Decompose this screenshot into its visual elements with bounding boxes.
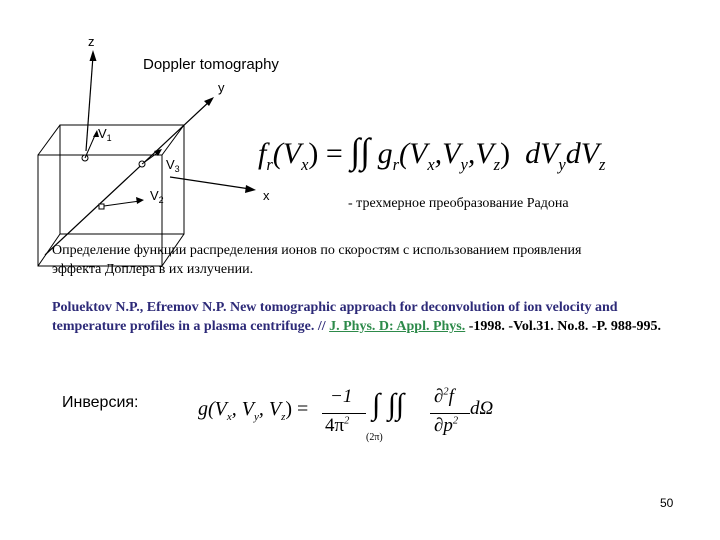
- inversion-region: (2π): [366, 432, 383, 443]
- partial-denominator: $\partial p^2$: [434, 415, 459, 436]
- inversion-label: Инверсия:: [62, 394, 139, 411]
- inversion-domega: dΩ: [470, 398, 494, 419]
- x-axis-line: [170, 177, 250, 189]
- inversion-lhs: $g(V_x$, $V_y$, $V_z$) =: [198, 398, 309, 423]
- v3-label: $V_3$: [166, 157, 180, 174]
- v2-arrowhead: [136, 197, 144, 204]
- definition-line-1: Определение функции распределения ионов по скоростям с использованием проявления: [52, 243, 582, 258]
- reference-details: -1998. -Vol.31. No.8. -P. 988-995.: [468, 319, 662, 334]
- z-axis-line: [86, 56, 93, 151]
- fraction-bar: [322, 413, 366, 414]
- radon-formula: $f_r(V_x)$ = ∫∫ $g_r(V_x,V_y,V_z)$ $dV_ydV_z$: [258, 131, 606, 174]
- definition-line-2: эффекта Доплера в их излучении.: [52, 262, 254, 277]
- box-edge-tr: [162, 125, 184, 155]
- axis-y-label: y: [218, 80, 225, 95]
- box-back-face: [60, 125, 184, 234]
- partial-numerator: ∂$^2$f: [434, 386, 454, 407]
- v1-label: $V_1$: [98, 126, 112, 143]
- reference-authors: Poluektov N.P., Efremov N.P.: [52, 300, 227, 315]
- partial-fraction-bar: [430, 413, 470, 414]
- reference-journal-link[interactable]: J. Phys. D: Appl. Phys.: [329, 319, 466, 334]
- box-edge-tl: [38, 125, 60, 155]
- diagram-title: Doppler tomography: [143, 56, 279, 73]
- reference-title: New tomographic approach for deconvolution of ion velocity and temperature profiles in a plasma centrifuge. //: [52, 300, 618, 334]
- y-axis-line: [45, 100, 211, 255]
- inversion-integral: ∫ ∫∫: [372, 388, 405, 421]
- v2-marker: [99, 204, 104, 209]
- inversion-denominator: $4\pi^2$: [325, 415, 350, 436]
- x-axis-arrow: [245, 185, 256, 193]
- inversion-numerator: −1: [330, 386, 353, 407]
- v2-vector: [104, 201, 140, 206]
- reference: [52, 298, 692, 336]
- z-axis-arrow: [90, 50, 97, 61]
- page-number: 50: [660, 496, 674, 510]
- v2-label: $V_2$: [150, 188, 164, 205]
- axis-x-label: x: [263, 188, 270, 203]
- axis-z-label: z: [88, 34, 95, 49]
- radon-note: - трехмерное преобразование Радона: [348, 196, 569, 211]
